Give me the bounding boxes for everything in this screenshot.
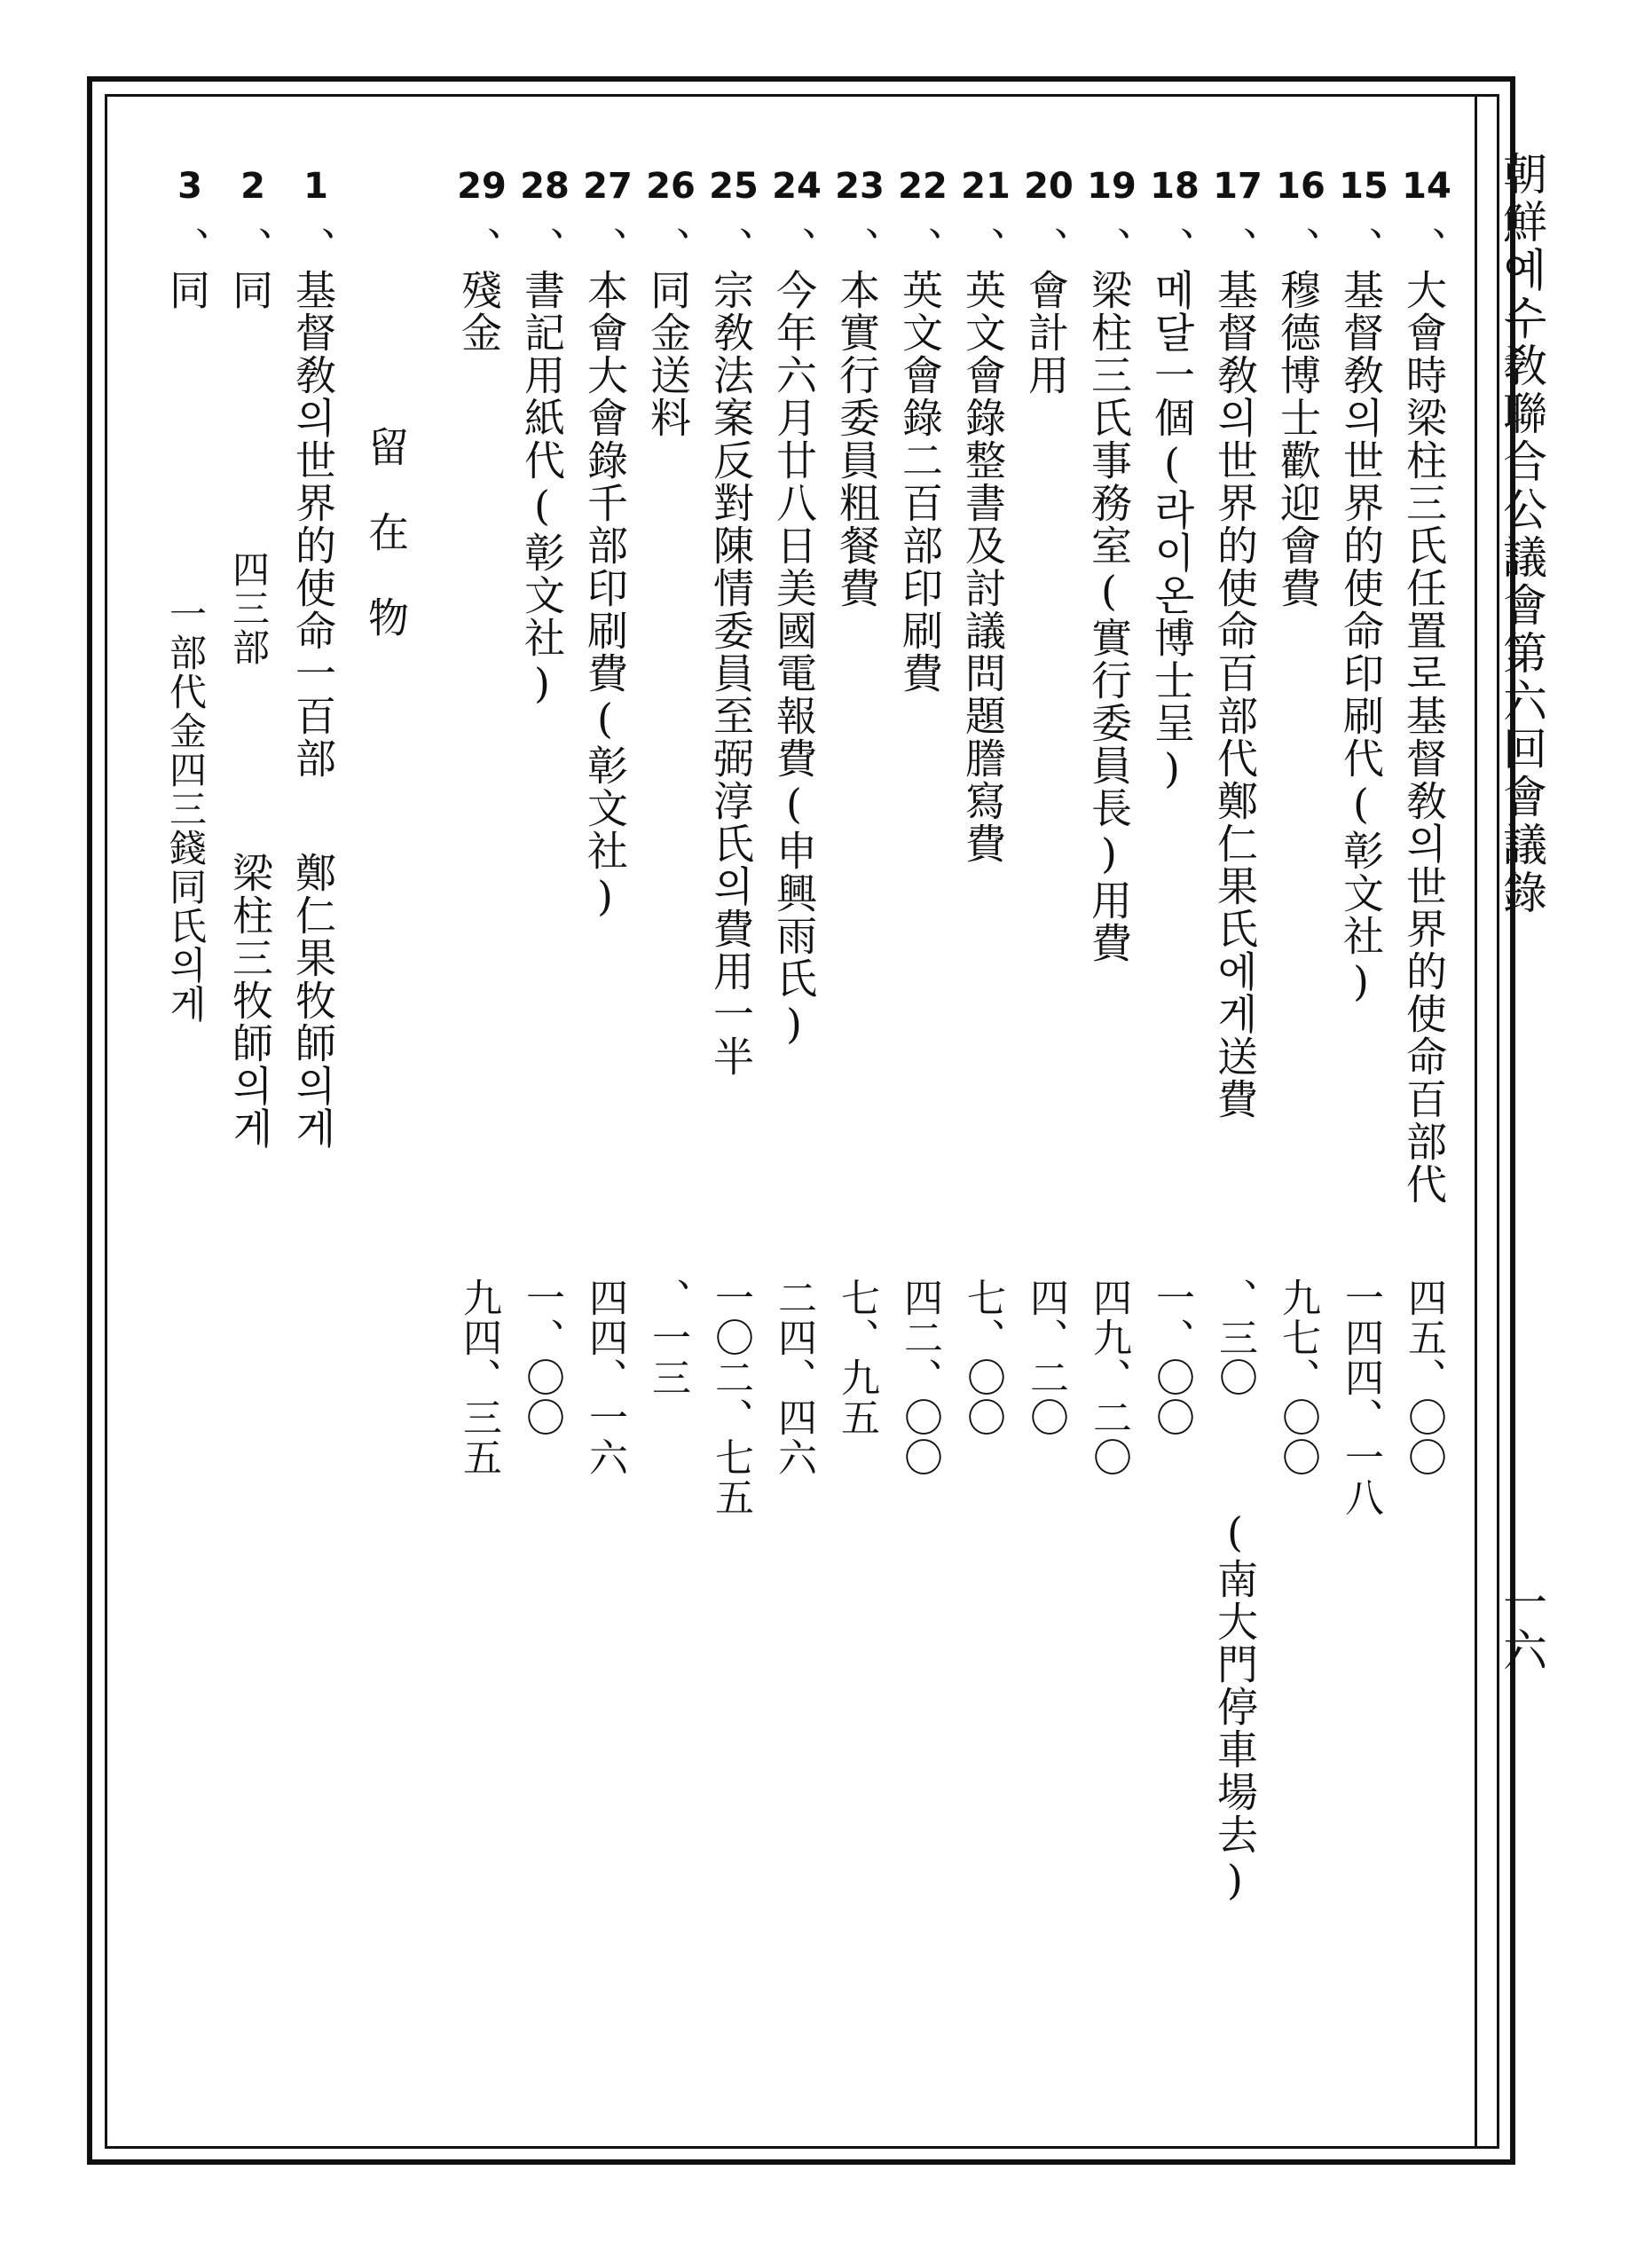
entry-amount: 四四、一六 bbox=[582, 1278, 627, 1477]
entry-number: 18 bbox=[1150, 166, 1200, 207]
entry-amount: 四、二〇 bbox=[1023, 1278, 1068, 1437]
entry-amount: 一、〇〇 bbox=[1149, 1278, 1194, 1437]
entry-number: 29 bbox=[457, 166, 507, 207]
entry-number: 21 bbox=[961, 166, 1011, 207]
retained-number: 2 bbox=[240, 166, 265, 207]
header-divider bbox=[1475, 94, 1477, 2149]
retained-recipient: 鄭仁果牧師의게 bbox=[289, 852, 337, 1150]
entry-number: 28 bbox=[520, 166, 570, 207]
entry-amount: 四五、〇〇 bbox=[1401, 1278, 1446, 1477]
entry-number: 27 bbox=[583, 166, 633, 207]
retained-description: 、同 bbox=[163, 226, 211, 311]
entry-note: (南大門停車場去) bbox=[1211, 1508, 1259, 1906]
entry-number: 17 bbox=[1213, 166, 1263, 207]
entry-amount: 二四、四六 bbox=[771, 1278, 816, 1477]
entry-description: 、本實行委員粗餐費 bbox=[833, 226, 881, 609]
page-title: 朝鮮예수敎聯合公議會第六回會議錄 bbox=[1496, 151, 1547, 917]
entry-number: 15 bbox=[1339, 166, 1388, 207]
retained-number: 1 bbox=[303, 166, 328, 207]
retained-description: 、同 bbox=[226, 226, 274, 311]
entry-description: 、英文會錄二百部印刷費 bbox=[896, 226, 944, 695]
entry-amount: 一四四、一八 bbox=[1338, 1278, 1383, 1517]
retained-quantity: 四三部 bbox=[227, 550, 271, 667]
entry-number: 19 bbox=[1087, 166, 1137, 207]
entry-amount: 四二、〇〇 bbox=[897, 1278, 942, 1477]
entry-number: 16 bbox=[1276, 166, 1326, 207]
entry-description: 、今年六月廿八日美國電報費(申興雨氏) bbox=[770, 226, 818, 1050]
entry-description: 、本會大會錄千部印刷費(彰文社) bbox=[581, 226, 629, 922]
entry-description: 、大會時梁柱三氏任置로基督敎의世界的使命百部代 bbox=[1400, 226, 1448, 1206]
entry-number: 14 bbox=[1402, 166, 1451, 207]
entry-number: 25 bbox=[709, 166, 759, 207]
entry-description: 、基督敎의世界的使命百部代鄭仁果氏에게送費 bbox=[1211, 226, 1259, 1121]
entry-description: 、會計用 bbox=[1022, 226, 1070, 397]
entry-description: 、梁柱三氏事務室(實行委員長)用費 bbox=[1085, 226, 1133, 964]
page-number: 一六 bbox=[1496, 1579, 1547, 1675]
entry-description: 、殘金 bbox=[455, 226, 503, 354]
entry-description: 、穆德博士歡迎會費 bbox=[1274, 226, 1322, 609]
entry-amount: 四九、二〇 bbox=[1086, 1278, 1131, 1477]
entry-amount: 、三〇 bbox=[1212, 1278, 1257, 1397]
entry-description: 、書記用紙代(彰文社) bbox=[518, 226, 566, 709]
entry-number: 23 bbox=[835, 166, 885, 207]
entry-number: 24 bbox=[772, 166, 822, 207]
entry-number: 22 bbox=[898, 166, 948, 207]
retained-recipient: 梁柱三牧師의게 bbox=[226, 852, 274, 1150]
retained-quantity: 一部代金四三錢同氏의게 bbox=[164, 594, 208, 1024]
entry-description: 、메달一個(라이온博士呈) bbox=[1148, 226, 1196, 794]
entry-description: 、宗敎法案反對陳情委員至弼淳氏의費用一半 bbox=[707, 226, 755, 1078]
entry-amount: 九四、三五 bbox=[456, 1278, 501, 1477]
entry-number: 26 bbox=[646, 166, 696, 207]
entry-amount: 七、〇〇 bbox=[960, 1278, 1005, 1437]
entry-description: 、基督敎의世界的使命印刷代(彰文社) bbox=[1337, 226, 1385, 1007]
entry-description: 、同金送料 bbox=[644, 226, 692, 439]
retained-description: 、基督敎의世界的使命一百部 bbox=[289, 226, 337, 780]
entry-amount: 、一三 bbox=[645, 1278, 690, 1397]
entry-amount: 七、九五 bbox=[834, 1278, 879, 1437]
retained-heading: 留 在 物 bbox=[362, 426, 410, 639]
entry-description: 、英文會錄整書及討議問題謄寫費 bbox=[959, 226, 1007, 865]
retained-number: 3 bbox=[177, 166, 202, 207]
entry-amount: 一、〇〇 bbox=[519, 1278, 564, 1437]
entry-amount: 九七、〇〇 bbox=[1275, 1278, 1320, 1477]
entry-number: 20 bbox=[1024, 166, 1074, 207]
entry-amount: 一〇二、七五 bbox=[708, 1278, 753, 1517]
